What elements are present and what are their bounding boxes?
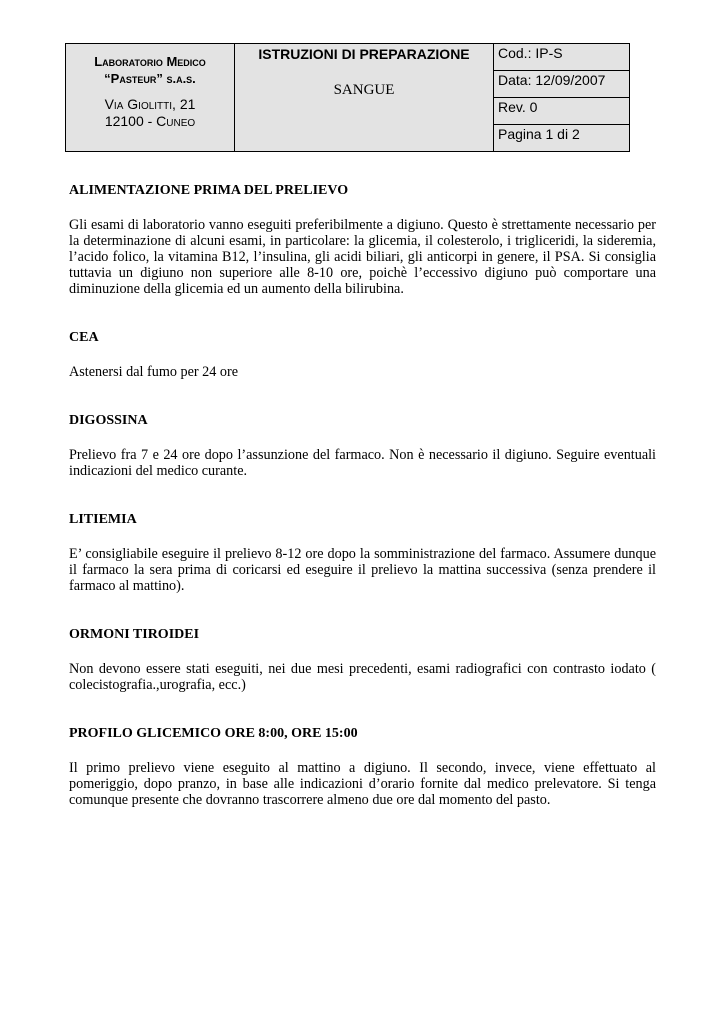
section-text: Il primo prelievo viene eseguito al mattino a digiuno. Il secondo, invece, viene effettuato al pomeriggio, dopo pranzo, in base alle indicazioni d’orario fornite dal medico prelevatore. Si tenga comunque presente che dovranno trascorrere almeno due ore dal momento del pasto. [69, 760, 656, 808]
page-number: Pagina 1 di 2 [494, 125, 630, 152]
document-title-block [235, 44, 494, 152]
address-line1: Via Giolitti, 21 [104, 96, 196, 112]
section-heading: DIGOSSINA [69, 413, 148, 428]
document-header [65, 43, 630, 152]
document-title: ISTRUZIONI DI PREPARAZIONE [258, 46, 470, 62]
address-line2: 12100 - Cuneo [104, 113, 196, 129]
section-digossina [69, 413, 656, 479]
section-ormoni-tiroidei [69, 627, 656, 693]
laboratory-name-line1: Laboratorio Medico [94, 54, 206, 69]
section-heading: CEA [69, 330, 99, 345]
section-heading: ALIMENTAZIONE PRIMA DEL PRELIEVO [69, 183, 349, 198]
laboratory-info [66, 44, 235, 152]
section-text: Non devono essere stati eseguiti, nei due mesi precedenti, esami radiografici con contrasto iodato ( colecistografia.,urografia, ecc.) [69, 661, 656, 693]
section-heading: PROFILO GLICEMICO ORE 8:00, ORE 15:00 [69, 726, 358, 741]
section-alimentazione [69, 183, 656, 297]
document-date: Data: 12/09/2007 [494, 71, 630, 98]
laboratory-address [66, 96, 234, 130]
section-text: Gli esami di laboratorio vanno eseguiti preferibilmente a digiuno. Questo è strettamente necessario per la determinazione di alcuni esami, in particolare: la glicemia, il colesterolo, i trigliceridi, la sideremia, l’acido folico, la vitamina B12, l’insulina, gli acidi biliari, gli anticorpi in genere, il PSA. Si consiglia tuttavia un digiuno non superiore alle 8-10 ore, poichè l’eccessivo digiuno può comportare una diminuzione della glicemia ed un aumento della bilirubina. [69, 217, 656, 297]
document-revision: Rev. 0 [494, 98, 630, 125]
section-text: Prelievo fra 7 e 24 ore dopo l’assunzione del farmaco. Non è necessario il digiuno. Seguire eventuali indicazioni del medico curante. [69, 447, 656, 479]
document-body [69, 183, 656, 808]
laboratory-name-line2: “Pasteur” s.a.s. [104, 71, 196, 86]
section-heading: LITIEMIA [69, 512, 137, 527]
document-code: Cod.: IP-S [494, 44, 630, 71]
section-litiemia [69, 512, 656, 594]
section-profilo-glicemico [69, 726, 656, 808]
section-cea [69, 330, 656, 380]
document-subtitle: SANGUE [333, 82, 395, 98]
section-text: Astenersi dal fumo per 24 ore [69, 364, 239, 380]
laboratory-name [66, 44, 234, 87]
section-heading: ORMONI TIROIDEI [69, 627, 200, 642]
section-text: E’ consigliabile eseguire il prelievo 8-12 ore dopo la somministrazione del farmaco. Assumere dunque il farmaco la sera prima di coricarsi ed eseguire il prelievo la mattina successiva (senza prendere il farmaco al mattino). [69, 546, 656, 594]
